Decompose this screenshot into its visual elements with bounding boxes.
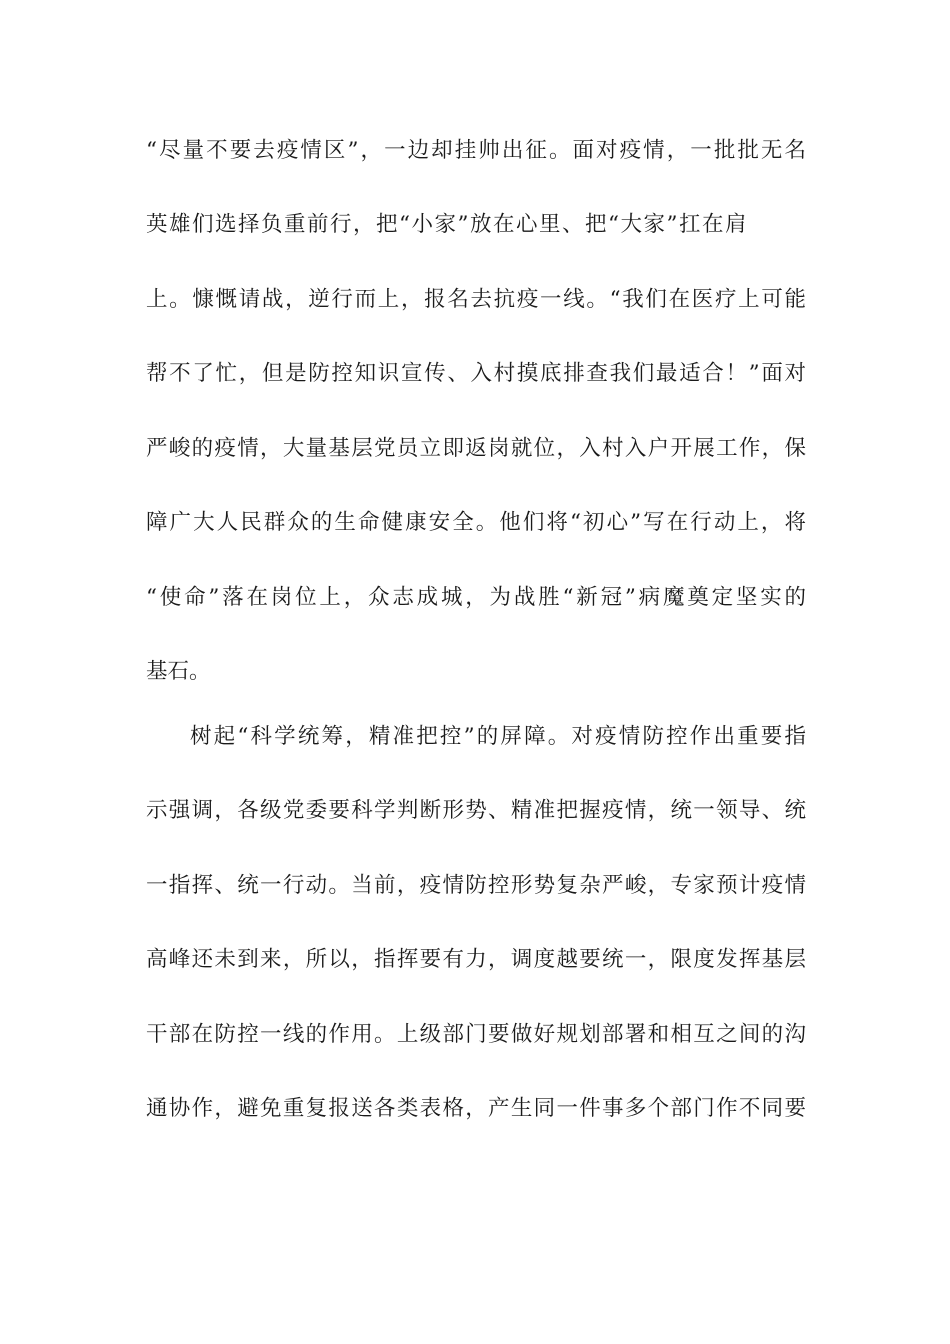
paragraph-line: 障广大人民群众的生命健康安全。他们将“初心”写在行动上，将 <box>146 510 806 535</box>
paragraph-line: 上。慷慨请战，逆行而上，报名去抗疫一线。“我们在医疗上可能 <box>146 287 806 312</box>
paragraph-line: 树起“科学统筹，精准把控”的屏障。对疫情防控作出重要指 <box>190 724 806 749</box>
paragraph-line: 英雄们选择负重前行，把“小家”放在心里、把“大家”扛在肩 <box>146 212 748 237</box>
paragraph-line: 帮不了忙，但是防控知识宣传、入村摸底排查我们最适合！”面对 <box>146 361 806 386</box>
paragraph-line: 基石。 <box>146 659 211 684</box>
paragraph-line: 示强调，各级党委要科学判断形势、精准把握疫情，统一领导、统 <box>146 798 806 823</box>
paragraph-line: 通协作，避免重复报送各类表格，产生同一件事多个部门作不同要 <box>146 1096 806 1121</box>
paragraph-line: 高峰还未到来，所以，指挥要有力，调度越要统一，限度发挥基层 <box>146 947 806 972</box>
paragraph-line: 严峻的疫情，大量基层党员立即返岗就位，入村入户开展工作，保 <box>146 436 806 461</box>
paragraph-line: 一指挥、统一行动。当前，疫情防控形势复杂严峻，专家预计疫情 <box>146 873 806 898</box>
paragraph-line: “使命”落在岗位上，众志成城，为战胜“新冠”病魔奠定坚实的 <box>146 585 806 610</box>
paragraph-line: 干部在防控一线的作用。上级部门要做好规划部署和相互之间的沟 <box>146 1022 806 1047</box>
paragraph-line: “尽量不要去疫情区”，一边却挂帅出征。面对疫情，一批批无名 <box>146 138 806 163</box>
